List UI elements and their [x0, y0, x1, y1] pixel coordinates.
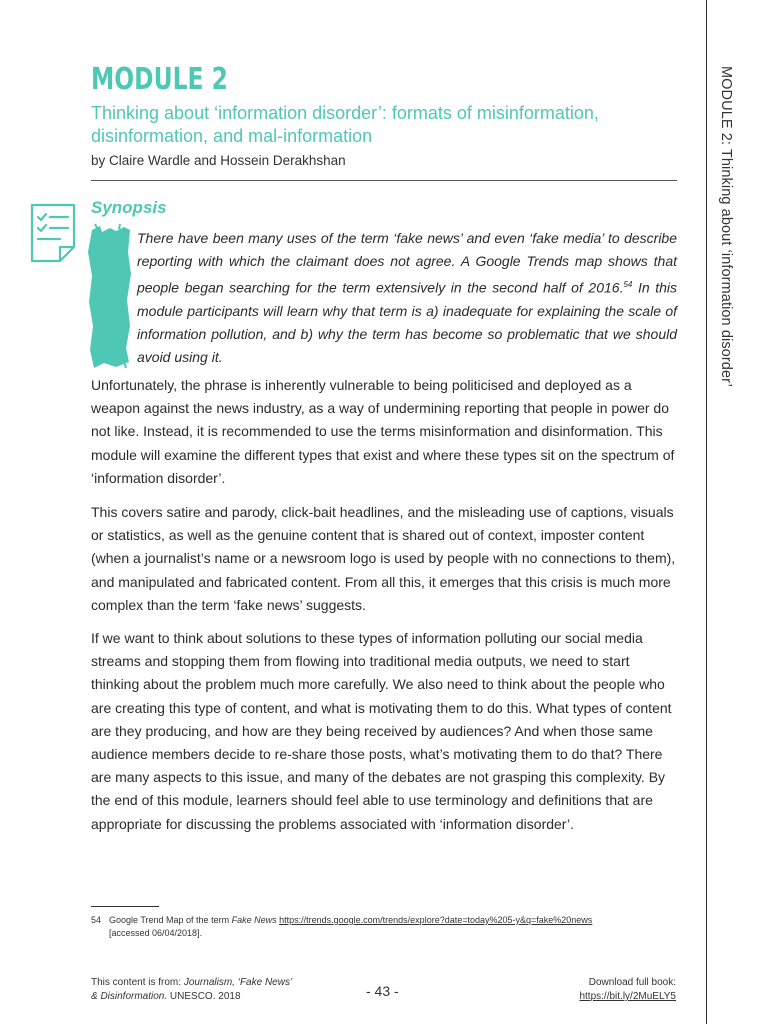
synopsis-text-part2: In this module participants will learn why that term is a) inadequate for explaining the scale of information pollution, and b) why the term has become so problematic that we should avoid using it. — [137, 279, 677, 365]
footer-source-title-cont: & Disinformation. — [91, 991, 168, 1002]
footer-source-title: Journalism, ‘Fake News’ — [183, 977, 293, 988]
footnote-number: 54 — [91, 915, 102, 925]
module-label: MODULE 2 — [91, 62, 228, 97]
module-subtitle: Thinking about ‘information disorder’: formats of misinformation, disinformation, and mal-information — [91, 103, 599, 146]
footer-source-suffix: UNESCO. 2018 — [167, 991, 241, 1002]
checklist-icon — [30, 203, 76, 263]
synopsis-text — [137, 227, 677, 369]
footnote-divider — [91, 906, 159, 907]
download-link[interactable]: https://bit.ly/2MuELY5 — [579, 991, 676, 1002]
footnote-term: Fake News — [231, 915, 277, 925]
footer-download — [579, 976, 676, 1004]
header-divider — [91, 180, 677, 181]
brush-stroke-decoration — [86, 222, 132, 370]
side-running-title: MODULE 2: Thinking about ‘information disorder’ — [718, 66, 734, 387]
footnote — [91, 914, 677, 940]
footer-source — [91, 976, 292, 1004]
page-number: - 43 - — [366, 983, 399, 999]
right-margin-rule — [706, 0, 707, 1024]
footnote-link[interactable]: https://trends.google.com/trends/explore?date=today%205-y&q=fake%20news — [279, 915, 593, 925]
byline: by Claire Wardle and Hossein Derakhshan — [91, 153, 346, 168]
footnote-text: Google Trend Map of the term — [109, 915, 232, 925]
synopsis-heading: Synopsis — [91, 198, 167, 217]
body-paragraph: This covers satire and parody, click-bait headlines, and the misleading use of captions, visuals or statistics, as well as the genuine content that is shared out of context, imposter content (when a journalist’s name or a newsroom logo is used by people with no connections to them), and manipulated and fabricated content. From all this, it emerges that this crisis is much more complex than the term ‘fake news’ suggests. — [91, 504, 676, 613]
body-paragraph: If we want to think about solutions to these types of information polluting our social media streams and stopping them from flowing into traditional media outputs, we need to start thinking about the problem much more carefully. We also need to think about the people who are creating this type of content, and what is motivating them to do this. What types of content are they producing, and how are they being received by audiences? And when those same audience members decide to re-share those posts, what’s motivating them to do that? There are many aspects to this issue, and many of the debates are not grasping this complexity. By the end of this module, learners should feel able to use terminology and definitions that are appropriate for discussing the problems associated with ‘information disorder’. — [91, 630, 672, 832]
download-label: Download full book: — [588, 977, 676, 988]
footer-source-prefix: This content is from: — [91, 977, 184, 988]
footnote-reference[interactable]: 54 — [623, 280, 633, 289]
synopsis-text-part1: There have been many uses of the term ‘fake news’ and even ‘fake media’ to describe reporting with which the claimant does not agree. A Google Trends map shows that people began searching for the term extensively in the second half of 2016. — [137, 230, 677, 296]
footnote-accessed: [accessed 06/04/2018]. — [109, 928, 203, 938]
body-paragraph: Unfortunately, the phrase is inherently vulnerable to being politicised and deployed as a weapon against the news industry, as a way of undermining reporting that people in power do not like. Instead, it is recommended to use the terms misinformation and disinformation. This module will examine the different types that exist and where these types sit on the spectrum of ‘information disorder’. — [91, 377, 675, 486]
